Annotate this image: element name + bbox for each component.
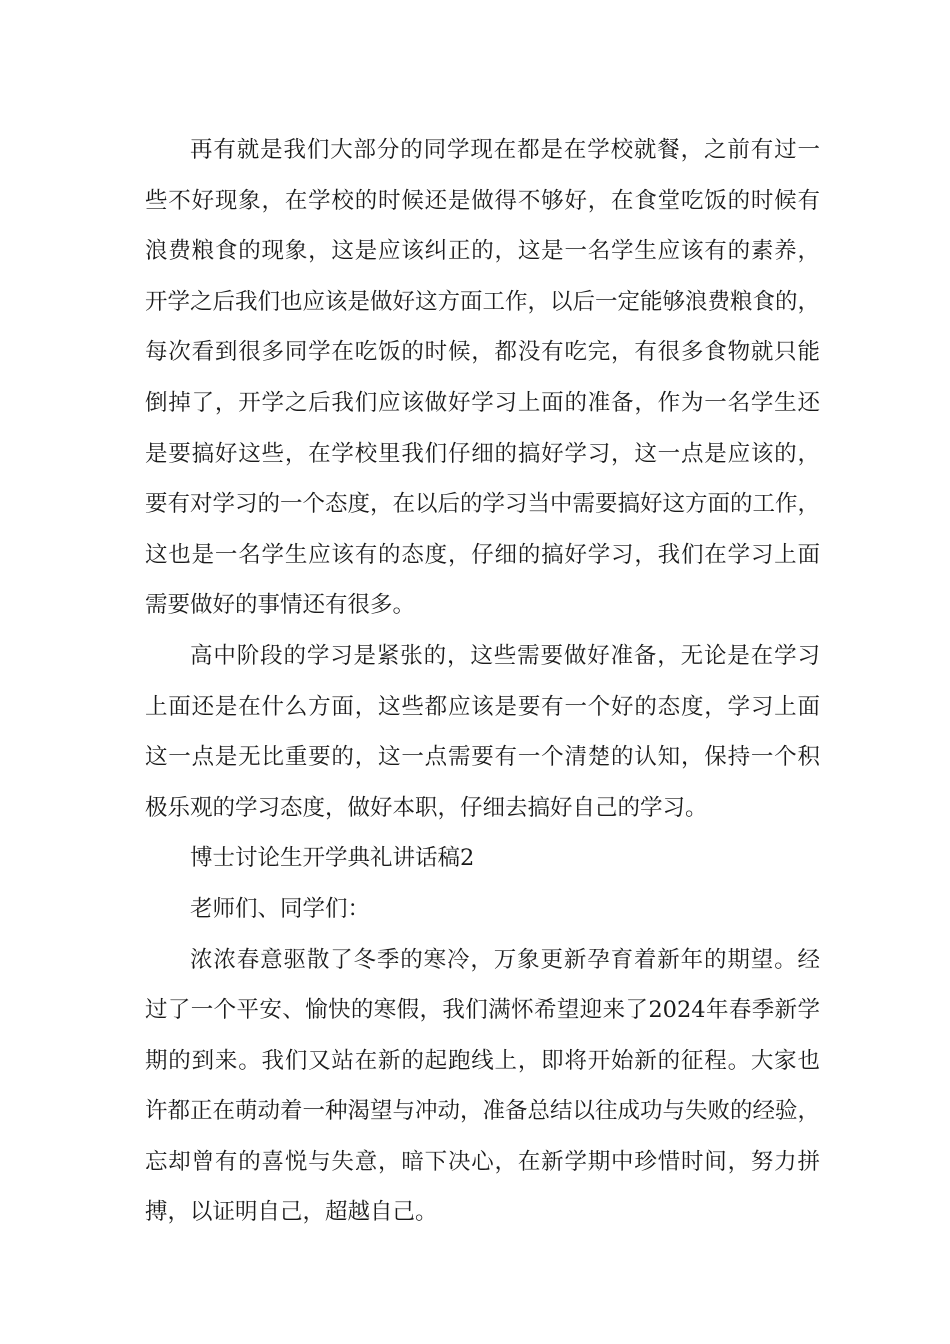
text-line: 浓浓春意驱散了冬季的寒冷，万象更新孕育着新年的期望。经 <box>190 946 820 973</box>
text-line: 些不好现象，在学校的时候还是做得不够好，在食堂吃饭的时候有 <box>145 187 820 214</box>
text-line: 要有对学习的一个态度，在以后的学习当中需要搞好这方面的工作， <box>145 491 821 518</box>
text-line: 是要搞好这些，在学校里我们仔细的搞好学习，这一点是应该的， <box>145 440 820 467</box>
text-line: 需要做好的事情还有很多。 <box>145 592 416 619</box>
text-line: 高中阶段的学习是紧张的，这些需要做好准备，无论是在学习 <box>190 642 820 669</box>
salutation: 老师们、同学们： <box>190 895 371 922</box>
paragraph-2 <box>145 631 820 833</box>
text-line: 再有就是我们大部分的同学现在都是在学校就餐，之前有过一 <box>190 137 820 163</box>
section-heading: 博士讨论生开学典礼讲话稿2 <box>190 845 475 872</box>
text-line: 极乐观的学习态度，做好本职，仔细去搞好自己的学习。 <box>145 794 708 821</box>
paragraph-3 <box>145 935 820 1239</box>
paragraph-1 <box>145 125 820 631</box>
text-line: 期的到来。我们又站在新的起跑线上，即将开始新的征程。大家也 <box>145 1047 820 1074</box>
text-line: 过了一个平安、愉快的寒假，我们满怀希望迎来了2024年春季新学 <box>145 997 820 1024</box>
text-line: 许都正在萌动着一种渴望与冲动，准备总结以往成功与失败的经验， <box>145 1098 821 1125</box>
text-line: 上面还是在什么方面，这些都应该是要有一个好的态度，学习上面 <box>145 693 820 720</box>
document-page <box>145 125 820 1238</box>
text-line: 这也是一名学生应该有的态度，仔细的搞好学习，我们在学习上面 <box>145 541 820 568</box>
text-line: 倒掉了，开学之后我们应该做好学习上面的准备，作为一名学生还 <box>145 389 820 416</box>
text-line: 浪费粮食的现象，这是应该纠正的，这是一名学生应该有的素养， <box>145 238 820 265</box>
text-line: 忘却曾有的喜悦与失意，暗下决心，在新学期中珍惜时间，努力拼 <box>145 1148 820 1175</box>
text-line: 这一点是无比重要的，这一点需要有一个清楚的认知，保持一个积 <box>145 744 820 771</box>
text-line: 搏，以证明自己，超越自己。 <box>145 1199 438 1226</box>
text-line: 每次看到很多同学在吃饭的时候，都没有吃完，有很多食物就只能 <box>145 339 820 366</box>
text-line: 开学之后我们也应该是做好这方面工作，以后一定能够浪费粮食的， <box>145 288 821 315</box>
